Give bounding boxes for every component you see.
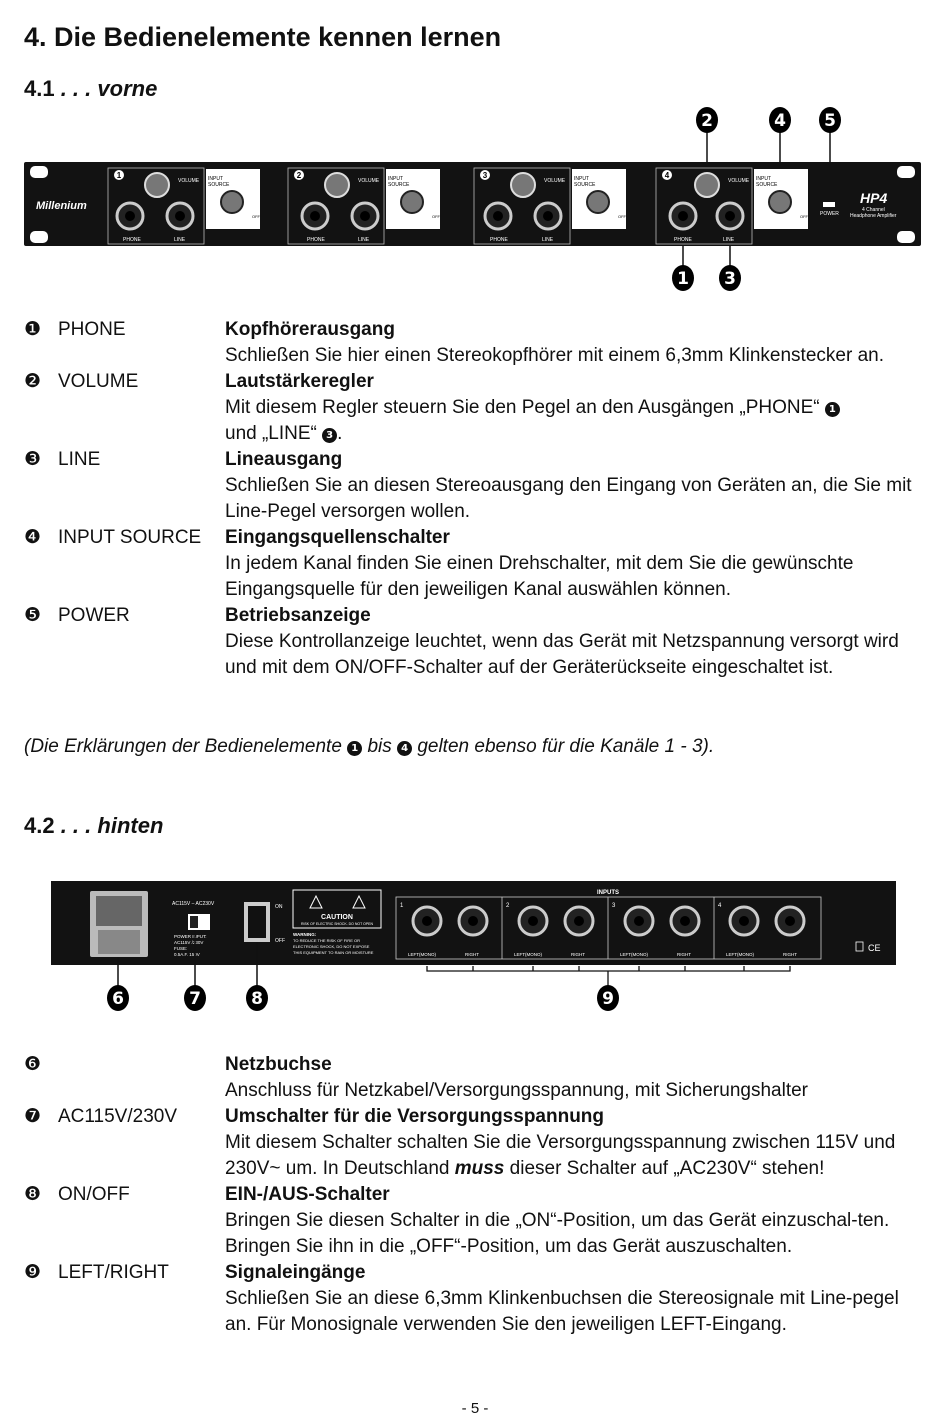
svg-text:INPUT: INPUT <box>574 176 589 182</box>
callout-9 <box>597 985 619 1011</box>
svg-text:3: 3 <box>482 171 488 180</box>
list-item: ❾ LEFT/RIGHT Signaleingänge Schließen Sie an diese 6,3mm Klinkenbuchsen die Stereosignale mit Line-pegel an. Für Monosignale verwenden Sie den jeweiligen LEFT-Eingang. <box>24 1262 899 1335</box>
svg-text:2: 2 <box>701 111 713 131</box>
svg-text:4 Channel: 4 Channel <box>862 207 885 213</box>
page-heading: 4. Die Bedienelemente kennen lernen <box>24 22 502 52</box>
callout-1 <box>672 265 694 291</box>
svg-text:0.5A.F. 150V: 0.5A.F. 150V <box>174 952 200 957</box>
svg-text:POWER: POWER <box>820 211 839 217</box>
front-controls-list <box>24 317 924 681</box>
svg-text:2: 2 <box>506 903 510 909</box>
svg-text:THIS EQUIPMENT TO RAIN OR MOIS: THIS EQUIPMENT TO RAIN OR MOISTURE <box>293 950 374 955</box>
back-panel-figure <box>48 878 898 1018</box>
callout-6 <box>107 985 129 1011</box>
callout-7 <box>184 985 206 1011</box>
svg-text:ON: ON <box>275 904 283 910</box>
svg-text:LEFT(MONO): LEFT(MONO) <box>514 952 542 957</box>
svg-text:1: 1 <box>116 171 122 180</box>
page-number: - 5 - <box>461 1400 489 1417</box>
svg-text:VOLUME: VOLUME <box>544 178 566 184</box>
callout-3 <box>719 265 741 291</box>
svg-text:3: 3 <box>724 269 736 289</box>
svg-text:INPUT: INPUT <box>208 176 223 182</box>
svg-text:LEFT(MONO): LEFT(MONO) <box>408 952 436 957</box>
svg-text:OFF: OFF <box>252 214 260 219</box>
svg-text:9: 9 <box>602 989 614 1009</box>
list-item: ❹ INPUT SOURCE Eingangsquellenschalter In jedem Kanal finden Sie einen Drehschalter, mit dem Sie die gewünschte Eingangsquelle für den jeweiligen Kanal auswählen können. <box>24 527 854 600</box>
svg-text:LINE: LINE <box>358 237 370 243</box>
svg-text:PHONE: PHONE <box>490 237 508 243</box>
svg-text:1: 1 <box>677 269 689 289</box>
list-item: ❽ ON/OFF EIN-/AUS-Schalter Bringen Sie diesen Schalter in die „ON“-Position, um das Gerät einzuschal-ten. Bringen Sie ihn in die „OFF“-Position, um das Gerät auszuschalten. <box>24 1184 890 1257</box>
svg-text:ELECTRONIC SHOCK, DO NOT EXPOS: ELECTRONIC SHOCK, DO NOT EXPOSE <box>293 944 370 949</box>
svg-text:LEFT(MONO): LEFT(MONO) <box>726 952 754 957</box>
svg-text:PHONE: PHONE <box>674 237 692 243</box>
list-item: ❷ VOLUME Lautstärkeregler Mit diesem Regler steuern Sie den Pegel an den Ausgängen „PHONE“ 1 und „LINE“ 3 . <box>24 369 924 447</box>
svg-text:RIGHT: RIGHT <box>571 952 585 957</box>
svg-text:TO REDUCE THE RISK OF FIRE OR: TO REDUCE THE RISK OF FIRE OR <box>293 938 360 943</box>
model-logo: HP4 <box>860 190 888 206</box>
svg-text:VOLUME: VOLUME <box>178 178 200 184</box>
callout-5 <box>819 107 841 133</box>
list-item: ❶ PHONE Kopfhörerausgang Schließen Sie hier einen Stereokopfhörer mit einem 6,3mm Klinkenstecker an. <box>24 319 884 366</box>
section-front-heading: 4.1 . . . vorne <box>24 76 158 101</box>
svg-text:CAUTION: CAUTION <box>321 914 353 921</box>
svg-text:WARNING:: WARNING: <box>293 932 317 937</box>
svg-text:4: 4 <box>718 903 722 909</box>
svg-text:SOURCE: SOURCE <box>574 182 596 188</box>
svg-text:SOURCE: SOURCE <box>208 182 230 188</box>
svg-text:1: 1 <box>400 903 404 909</box>
channel-note: (Die Erklärungen der Bedienelemente 1 bis 4 gelten ebenso für die Kanäle 1 - 3). <box>24 736 715 757</box>
list-item: ❺ POWER Betriebsanzeige Diese Kontrollanzeige leuchtet, wenn das Gerät mit Netzspannung versorgt wird und mit dem ON/OFF-Schalter auf der Geräterückseite eingeschaltet ist. <box>24 605 899 678</box>
svg-text:3: 3 <box>612 903 616 909</box>
svg-text:INPUT: INPUT <box>756 176 771 182</box>
svg-text:OFF: OFF <box>275 938 285 944</box>
rear-controls-list <box>24 1052 924 1338</box>
svg-text:8: 8 <box>251 989 263 1009</box>
svg-text:INPUTS: INPUTS <box>596 890 620 896</box>
svg-text:4: 4 <box>774 111 786 131</box>
svg-text:AC115V /230V: AC115V /230V <box>174 940 204 945</box>
callout-4 <box>769 107 791 133</box>
svg-text:LINE: LINE <box>542 237 554 243</box>
svg-text:7: 7 <box>189 989 201 1009</box>
svg-text:RISK OF ELECTRIC SHOCK. DO NOT: RISK OF ELECTRIC SHOCK. DO NOT OPEN <box>300 922 374 926</box>
svg-text:5: 5 <box>824 111 836 131</box>
svg-text:RIGHT: RIGHT <box>677 952 691 957</box>
ce-mark: CE <box>868 943 881 953</box>
svg-text:LEFT(MONO): LEFT(MONO) <box>620 952 648 957</box>
svg-text:VOLUME: VOLUME <box>728 178 750 184</box>
svg-text:AC115V – AC230V: AC115V – AC230V <box>172 901 215 907</box>
front-panel-figure <box>20 102 925 297</box>
svg-text:INPUT: INPUT <box>388 176 403 182</box>
svg-text:2: 2 <box>296 171 302 180</box>
svg-text:4: 4 <box>664 171 670 180</box>
svg-text:SOURCE: SOURCE <box>756 182 778 188</box>
svg-text:LINE: LINE <box>174 237 186 243</box>
svg-text:RIGHT: RIGHT <box>783 952 797 957</box>
list-item: ❸ LINE Lineausgang Schließen Sie an diesen Stereoausgang den Eingang von Geräten an, die Sie mit Line-Pegel versorgen wollen. <box>24 449 912 522</box>
svg-text:6: 6 <box>112 989 124 1009</box>
callout-2 <box>696 107 718 133</box>
callout-8 <box>246 985 268 1011</box>
svg-text:Headphone Amplifier: Headphone Amplifier <box>850 213 897 219</box>
power-led <box>823 202 835 207</box>
svg-text:VOLUME: VOLUME <box>358 178 380 184</box>
svg-text:RIGHT: RIGHT <box>465 952 479 957</box>
list-item: ❻ Netzbuchse Anschluss für Netzkabel/Versorgungsspannung, mit Sicherungshalter <box>24 1054 808 1101</box>
svg-text:POWER INPUT:: POWER INPUT: <box>174 934 207 939</box>
svg-text:OFF: OFF <box>618 214 626 219</box>
brand-logo: Millenium <box>36 200 87 212</box>
svg-text:PHONE: PHONE <box>123 237 141 243</box>
svg-text:OFF: OFF <box>432 214 440 219</box>
section-back-heading: 4.2 . . . hinten <box>24 813 164 838</box>
svg-text:LINE: LINE <box>723 237 735 243</box>
svg-text:FUSE:: FUSE: <box>174 946 188 951</box>
list-item: ❼ AC115V/230V Umschalter für die Versorgungsspannung Mit diesem Schalter schalten Sie die Versorgungsspannung zwischen 115V und 230V~ um. In Deutschland muss dieser Schalter auf „AC230V“ stehen! <box>24 1106 896 1179</box>
svg-text:PHONE: PHONE <box>307 237 325 243</box>
iec-socket <box>90 891 148 957</box>
svg-text:SOURCE: SOURCE <box>388 182 410 188</box>
svg-text:OFF: OFF <box>800 214 808 219</box>
